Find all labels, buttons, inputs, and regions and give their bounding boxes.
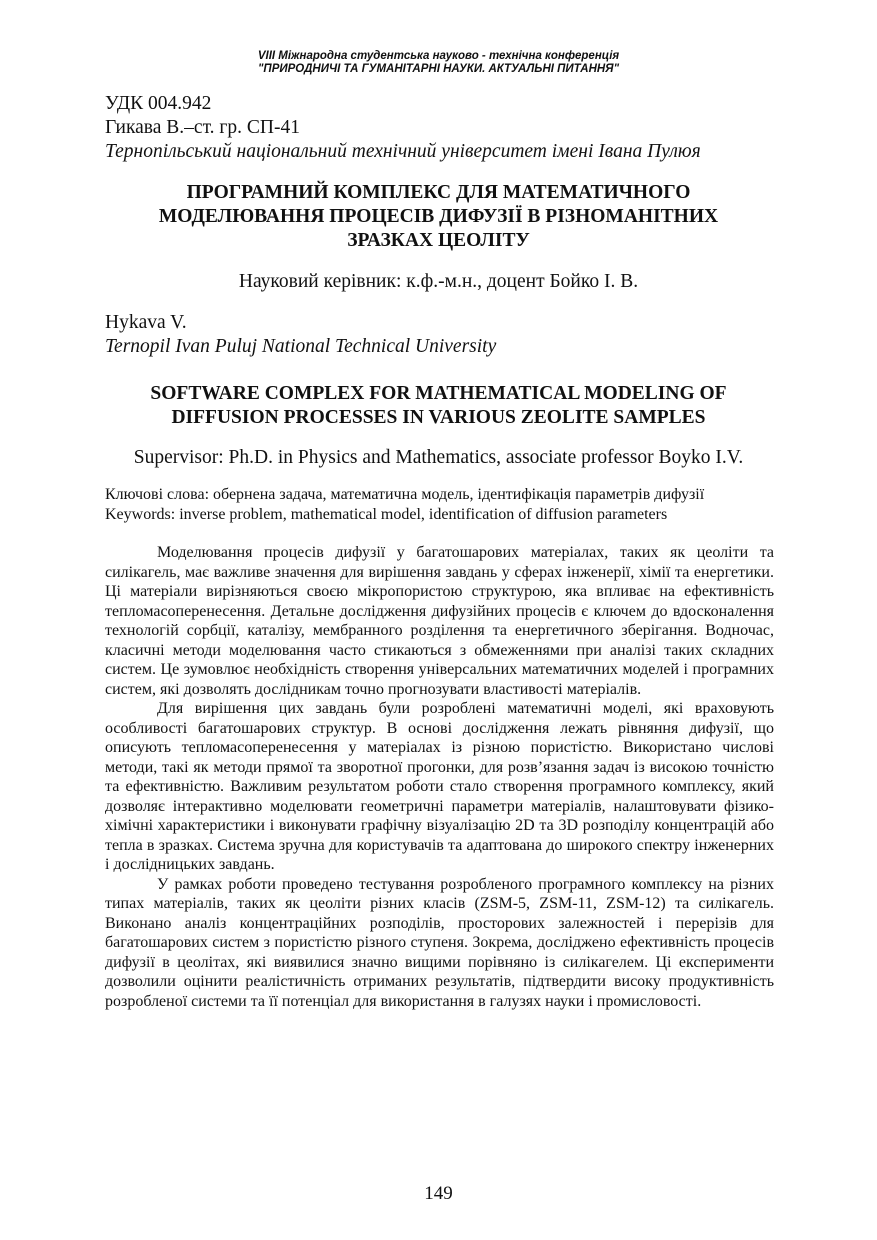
- title-en-line: SOFTWARE COMPLEX FOR MATHEMATICAL MODELING OF: [150, 383, 727, 404]
- conference-name: VIII Міжнародна студентська науково - технічна конференція: [257, 50, 620, 62]
- author-block-ua: [105, 92, 785, 164]
- conference-header: [0, 50, 877, 76]
- title-ua-line: ПРОГРАМНИЙ КОМПЛЕКС ДЛЯ МАТЕМАТИЧНОГО: [186, 182, 691, 203]
- affiliation-en: Ternopil Ivan Puluj National Technical University: [105, 336, 497, 357]
- supervisor-ua: Науковий керівник: к.ф.-м.н., доцент Бойко І. В.: [238, 271, 639, 292]
- author-en: Hykava V.: [105, 312, 187, 333]
- abstract-body: [105, 543, 774, 1011]
- title-en-line: DIFFUSION PROCESSES IN VARIOUS ZEOLITE SAMPLES: [171, 407, 706, 428]
- supervisor-en: Supervisor: Ph.D. in Physics and Mathematics, associate professor Boyko I.V.: [133, 447, 744, 468]
- title-ua-line: ЗРАЗКАХ ЦЕОЛІТУ: [347, 230, 530, 251]
- paragraph: У рамках роботи проведено тестування розробленого програмного комплексу на різних типах матеріалів, таких як цеоліти різних класів (ZSM-5, ZSM-11, ZSM-12) та силікагель. Виконано аналіз концентраційних розподілів, просторових залежностей і перерізів для багатошарових систем з пористістю різного ступеня. Зокрема, досліджено ефективність процесів дифузії в цеолітах, які виявилися значно вищими порівняно із силікагелем. Ці експерименти дозволили оцінити реалістичність отриманих результатів, підтвердити високу продуктивність розробленої системи та її потенціал для використання в галузях науки і промисловості.: [105, 875, 774, 1010]
- page-number: 149: [424, 1183, 453, 1204]
- conference-theme: "ПРИРОДНИЧІ ТА ГУМАНІТАРНІ НАУКИ. АКТУАЛЬНІ ПИТАННЯ": [257, 63, 620, 75]
- udk-code: УДК 004.942: [105, 93, 212, 114]
- keywords-block: [105, 485, 785, 525]
- title-en: [90, 382, 787, 430]
- paragraph: Моделювання процесів дифузії у багатошарових матеріалах, таких як цеоліти та силікагель, має важливе значення для вирішення завдань у сферах інженерії, хімії та енергетики. Ці матеріали вирізняються своєю мікропористою структурою, яка впливає на ефективність тепломасоперенесення. Детальне дослідження дифузійних процесів є ключем до вдосконалення технологій сорбції, каталізу, мембранного розділення та енергетичного зберігання. Водночас, класичні методи моделювання часто стикаються з обмеженнями при аналізі таких складних систем. Це зумовлює необхідність створення універсальних математичних моделей і програмних систем, які дозволять дослідникам точно прогнозувати властивості матеріалів.: [105, 544, 774, 698]
- paragraph: Для вирішення цих завдань були розроблені математичні моделі, які враховують особливості багатошарових структур. В основі дослідження лежать рівняння дифузії, що описують тепломасоперенесення у матеріалах із різною пористістю. Використано числові методи, такі як методи прямої та зворотної прогонки, для розв’язання задач із високою точністю та ефективністю. Важливим результатом роботи стало створення програмного комплексу, який дозволяє інтерактивно моделювати геометричні параметри матеріалів, налаштовувати фізико-хімічні характеристики і виконувати графічну візуалізацію 2D та 3D розподілу концентрацій або тепла в зразках. Система зручна для користувачів та адаптована до широкого спектру інженерних і дослідницьких завдань.: [105, 700, 774, 873]
- author-ua: Гикава В.–ст. гр. СП-41: [105, 117, 300, 138]
- keywords-ua: Ключові слова: обернена задача, математична модель, ідентифікація параметрів дифузії: [105, 486, 705, 503]
- keywords-en: Keywords: inverse problem, mathematical model, identification of diffusion parameters: [105, 506, 668, 523]
- title-ua: [90, 181, 787, 253]
- title-ua-line: МОДЕЛЮВАННЯ ПРОЦЕСІВ ДИФУЗІЇ В РІЗНОМАНІТНИХ: [158, 206, 719, 227]
- affiliation-ua: Тернопільський національний технічний університет імені Івана Пулюя: [105, 141, 701, 162]
- author-block-en: [105, 311, 785, 359]
